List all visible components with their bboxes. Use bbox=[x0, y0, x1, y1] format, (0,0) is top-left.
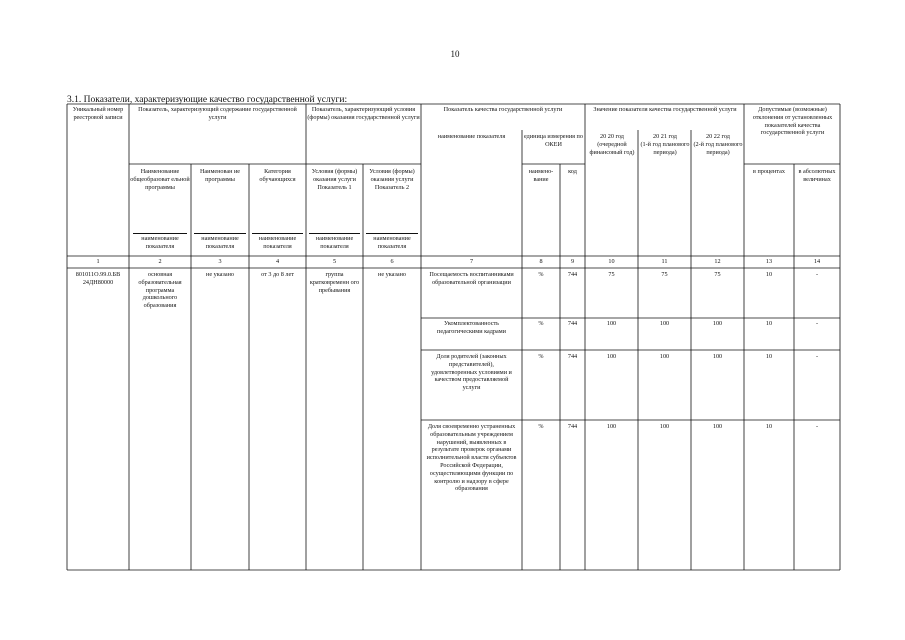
indicator-deviation-absolute: - bbox=[815, 353, 819, 360]
indicator-deviation-percent: 10 bbox=[765, 320, 773, 327]
program-name-value: не указано bbox=[206, 271, 234, 278]
indicator-value-year-2: 100 bbox=[659, 320, 670, 327]
header-unique-record: Уникальный номер реестровой записи bbox=[72, 106, 124, 121]
header-name-label-6: наименование показателя bbox=[366, 233, 418, 251]
column-number: 10 bbox=[608, 258, 615, 265]
column-number: 6 bbox=[390, 258, 394, 265]
indicator-value-year-1: 100 bbox=[606, 320, 617, 327]
header-dev-percent: в процентах bbox=[753, 168, 785, 175]
indicator-value-year-3: 100 bbox=[712, 320, 723, 327]
indicator-code: 744 bbox=[567, 271, 578, 278]
indicator-value-year-1: 100 bbox=[606, 423, 617, 430]
header-content-group: Показатель, характеризующий содержание государственной услуги bbox=[138, 106, 297, 121]
header-dev-absolute: в абсолютных величинах bbox=[798, 168, 836, 183]
indicator-value-year-3: 100 bbox=[712, 423, 723, 430]
column-number: 3 bbox=[218, 258, 222, 265]
header-okei-code: код bbox=[568, 168, 577, 175]
header-year-3-top: 20 22 год bbox=[706, 133, 730, 140]
header-quality-group: Показатель качества государственной услуги bbox=[443, 106, 563, 113]
section-title: 3.1. Показатели, характеризующие качество государственной услуги: bbox=[67, 95, 348, 105]
header-condition-1: Условия (формы) оказания услуги Показатель 1 bbox=[311, 168, 358, 191]
indicator-deviation-percent: 10 bbox=[765, 423, 773, 430]
indicator-name: Доля родителей (законных представителей), удовлетворенных условиями и качеством предоставляемой услуги bbox=[431, 353, 512, 392]
header-condition-2: Условия (формы) оказания услуги Показатель 2 bbox=[369, 168, 415, 191]
indicator-name: Доля своевременно устраненных образовательным учреждением нарушений, выявленных в результате проверок органами исполнительной власти субъектов Российской Федерации, осуществляющими функции по контролю и надзору в сфере образования bbox=[426, 423, 517, 493]
header-name-label-4: наименование показателя bbox=[252, 233, 303, 251]
column-number: 8 bbox=[539, 258, 543, 265]
column-number: 1 bbox=[96, 258, 100, 265]
header-year-3 bbox=[692, 133, 744, 156]
header-year-2-top: 20 21 год bbox=[653, 133, 677, 140]
column-number: 7 bbox=[469, 258, 474, 265]
condition-2-value: не указано bbox=[378, 271, 406, 278]
indicator-value-year-2: 100 bbox=[659, 353, 670, 360]
header-values-group: Значение показателя качества государственной услуги bbox=[593, 106, 737, 113]
indicator-value-year-1: 100 bbox=[606, 353, 617, 360]
header-program: Наименование общеобразоват ельной программы bbox=[130, 168, 190, 191]
header-name-label-2: наименование показателя bbox=[133, 233, 187, 251]
header-okei: единица измерения по ОКЕИ bbox=[524, 133, 583, 148]
column-number: 12 bbox=[714, 258, 721, 265]
indicator-code: 744 bbox=[567, 423, 578, 430]
header-name-label-3: наименование показателя bbox=[194, 233, 246, 251]
indicator-value-year-1: 75 bbox=[608, 271, 615, 278]
header-year-2 bbox=[639, 133, 691, 156]
column-number: 13 bbox=[765, 258, 773, 265]
indicator-unit: % bbox=[538, 271, 544, 278]
column-number: 5 bbox=[332, 258, 337, 265]
header-year-2-bottom: (1-й год планового периода) bbox=[640, 140, 690, 156]
header-condition-group: Показатель, характеризующий условия (формы) оказания государственной услуги bbox=[307, 106, 420, 121]
indicator-name: Укомплектованность педагогическими кадрами bbox=[437, 320, 506, 335]
header-year-3-bottom: (2-й год планового периода) bbox=[693, 140, 743, 156]
header-name-label-5: наименование показателя bbox=[309, 233, 360, 251]
indicator-unit: % bbox=[538, 353, 544, 360]
header-year-1 bbox=[586, 133, 638, 156]
indicator-unit: % bbox=[538, 320, 544, 327]
column-number: 11 bbox=[661, 258, 668, 265]
indicator-value-year-2: 75 bbox=[661, 271, 668, 278]
indicator-deviation-absolute: - bbox=[815, 320, 819, 327]
column-number: 14 bbox=[813, 258, 821, 265]
header-program-name: Наименован ие программы bbox=[199, 168, 241, 183]
header-year-1-top: 20 20 год bbox=[600, 133, 624, 140]
header-indicator-name: наименование показателя bbox=[437, 133, 506, 140]
condition-1-value: группа кратковременн ого пребывания bbox=[309, 271, 360, 294]
indicator-code: 744 bbox=[567, 320, 578, 327]
indicator-unit: % bbox=[538, 423, 544, 430]
indicator-deviation-absolute: - bbox=[815, 271, 819, 278]
header-okei-name: наимено- вание bbox=[528, 168, 554, 183]
indicator-name: Посещаемость воспитанниками образовательной организации bbox=[429, 271, 514, 286]
indicator-deviation-percent: 10 bbox=[765, 353, 773, 360]
indicator-value-year-3: 75 bbox=[714, 271, 721, 278]
column-number: 9 bbox=[570, 258, 575, 265]
indicator-deviation-absolute: - bbox=[815, 423, 819, 430]
column-number: 4 bbox=[275, 258, 280, 265]
page-number: 10 bbox=[450, 49, 460, 59]
indicator-deviation-percent: 10 bbox=[765, 271, 773, 278]
indicator-value-year-3: 100 bbox=[712, 353, 723, 360]
category-value: от 3 до 8 лет bbox=[261, 271, 294, 278]
unique-record-number: 801011О.99.0.БВ 24ДН80000 bbox=[75, 271, 121, 286]
header-year-1-bottom: (очередной финансовый год) bbox=[589, 140, 635, 156]
indicator-value-year-2: 100 bbox=[659, 423, 670, 430]
header-category: Категория обучающихся bbox=[259, 168, 296, 183]
header-deviation-group: Допустимые (возможные) отклонения от установленных показателей качества государственной услуги bbox=[752, 106, 833, 137]
program-value: основная образовательная программа дошкольного образования bbox=[138, 271, 182, 310]
column-number: 2 bbox=[158, 258, 162, 265]
indicator-code: 744 bbox=[567, 353, 578, 360]
